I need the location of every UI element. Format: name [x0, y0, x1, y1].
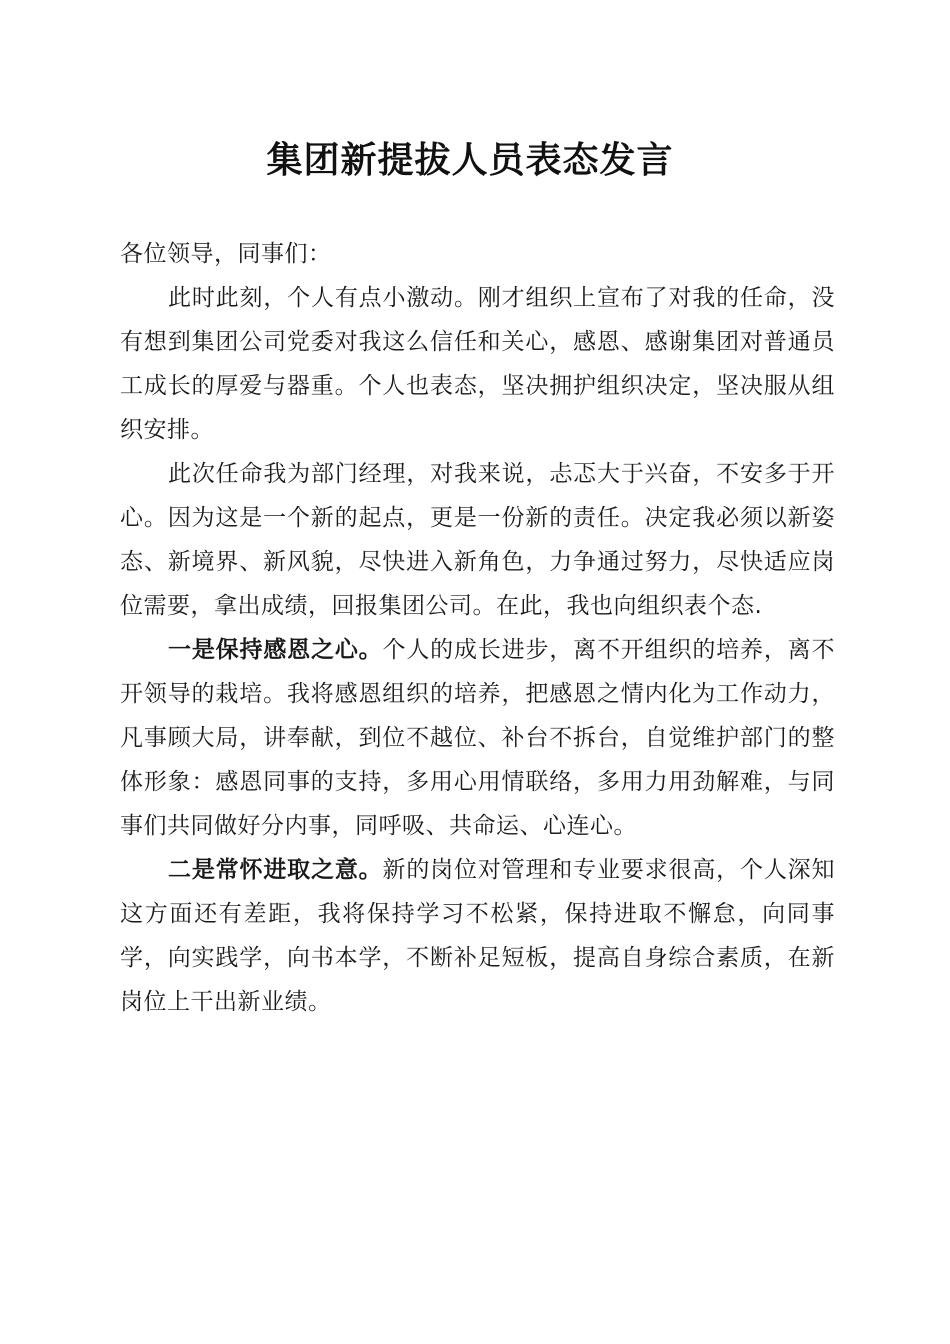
- paragraph-4-lead: 二是常怀进取之意。: [168, 857, 383, 883]
- paragraph-3: [120, 628, 835, 848]
- salutation: 各位领导，同事们：: [120, 241, 332, 267]
- paragraph-2-text: 此次任命我为部门经理，对我来说，忐忑大于兴奋，不安多于开心。因为这是一个新的起点，更是一份新的责任。决定我必须以新姿态、新境界、新风貌，尽快进入新角色，力争通过努力，尽快适应岗位需要，拿出成绩，回报集团公司。在此，我也向组织表个态.: [120, 461, 835, 619]
- paragraph-2: [120, 452, 835, 628]
- paragraph-3-text: 个人的成长进步，离不开组织的培养，离不开领导的栽培。我将感恩组织的培养，把感恩之情内化为工作动力，凡事顾大局，讲奉献，到位不越位、补台不拆台，自觉维护部门的整体形象：感恩同事的支持，多用心用情联络，多用力用劲解难，与同事们共同做好分内事，同呼吸、共命运、心连心。: [120, 637, 836, 839]
- paragraph-3-lead: 一是保持感恩之心。: [168, 637, 383, 663]
- paragraph-1: [120, 276, 835, 452]
- paragraph-4-text: 新的岗位对管理和专业要求很高，个人深知这方面还有差距，我将保持学习不松紧，保持进取不懈怠，向同事学，向实践学，向书本学，不断补足短板，提高自身综合素质，在新岗位上干出新业绩。: [120, 857, 836, 1015]
- document-title: 集团新提拔人员表态发言: [266, 139, 674, 181]
- paragraph-1-text: 此时此刻，个人有点小激动。刚才组织上宣布了对我的任命，没有想到集团公司党委对我这么信任和关心，感恩、感谢集团对普通员工成长的厚爱与器重。个人也表态，坚决拥护组织决定，坚决服从组织安排。: [120, 285, 835, 443]
- paragraph-4: [120, 848, 835, 1024]
- document-body: [120, 232, 835, 1024]
